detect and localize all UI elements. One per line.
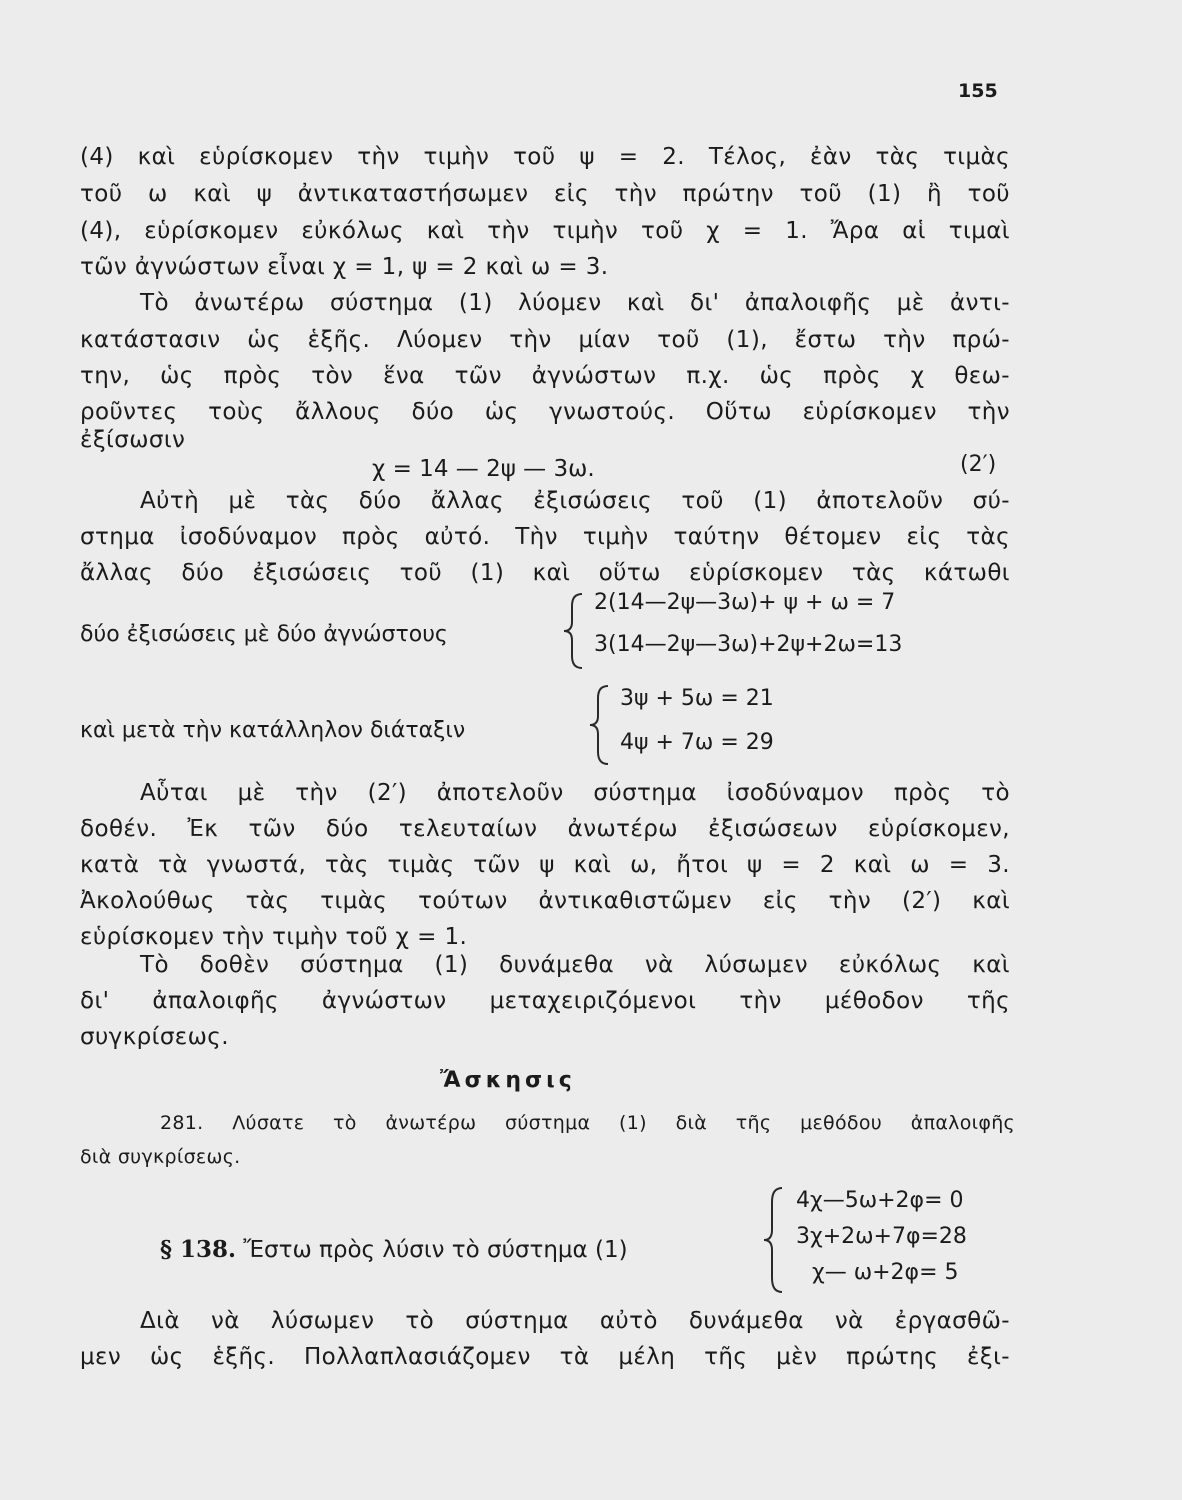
text-line: Τὸ ἀνωτέρω σύστημα (1) λύομεν καὶ δι' ἀπαλοιφῆς μὲ ἀντι- [140,290,1010,316]
system-label: καὶ μετὰ τὴν κατάλληλον διάταξιν [80,718,466,743]
text-line: Διὰ νὰ λύσωμεν τὸ σύστημα αὐτὸ δυνάμεθα νὰ ἐργασθῶ- [140,1308,1010,1334]
system-equation: χ— ω+2φ= 5 [812,1260,959,1285]
text-line: Ἀκολούθως τὰς τιμὰς τούτων ἀντικαθιστῶμεν εἰς τὴν (2′) καὶ [80,888,1010,914]
system-equation: 3ψ + 5ω = 21 [620,686,774,711]
section-number: § 138. [160,1236,237,1263]
left-brace-icon [560,592,590,670]
system-equation: 4χ—5ω+2φ= 0 [796,1188,964,1213]
text-line: τοῦ ω καὶ ψ ἀντικαταστήσωμεν εἰς τὴν πρώτην τοῦ (1) ἢ τοῦ [80,181,1010,207]
section-heading [160,1236,628,1263]
system-equation: 3(14—2ψ—3ω)+2ψ+2ω=13 [594,632,903,657]
text-line: εὑρίσκομεν τὴν τιμὴν τοῦ χ = 1. [80,924,468,950]
system-label: δύο ἐξισώσεις μὲ δύο ἀγνώστους [80,622,448,647]
text-line: κατὰ τὰ γνωστά, τὰς τιμὰς τῶν ψ καὶ ω, ἤτοι ψ = 2 καὶ ω = 3. [80,852,1010,878]
left-brace-icon [760,1186,790,1294]
text-line: Αὐτὴ μὲ τὰς δύο ἄλλας ἐξισώσεις τοῦ (1) ἀποτελοῦν σύ- [140,488,1010,514]
exercise-heading: Ἄσκησις [440,1068,576,1093]
text-line: (4), εὑρίσκομεν εὐκόλως καὶ τὴν τιμὴν τοῦ χ = 1. Ἄρα αἱ τιμαὶ [80,218,1010,244]
left-brace-icon [586,684,616,766]
text-line: την, ὡς πρὸς τὸν ἕνα τῶν ἀγνώστων π.χ. ὡς πρὸς χ θεω- [80,363,1010,389]
text-line: Τὸ δοθὲν σύστημα (1) δυνάμεθα νὰ λύσωμεν εὐκόλως καὶ [140,952,1010,978]
text-line: ροῦντες τοὺς ἄλλους δύο ὡς γνωστούς. Οὕτω εὑρίσκομεν τὴν [80,399,1010,425]
equation-number: (2′) [960,452,997,477]
text-line: συγκρίσεως. [80,1024,229,1050]
text-line: ἐξίσωσιν [80,427,186,453]
text-line: τῶν ἀγνώστων εἶναι χ = 1, ψ = 2 καὶ ω = 3. [80,254,609,280]
page-number: 155 [958,80,998,102]
system-equation: 2(14—2ψ—3ω)+ ψ + ω = 7 [594,590,896,615]
text-line: δοθέν. Ἐκ τῶν δύο τελευταίων ἀνωτέρω ἐξισώσεων εὑρίσκομεν, [80,816,1010,842]
text-line: δι' ἀπαλοιφῆς ἀγνώστων μεταχειριζόμενοι τὴν μέθοδον τῆς [80,988,1010,1014]
section-text: Ἔστω πρὸς λύσιν τὸ σύστημα (1) [243,1237,628,1263]
text-line: ἄλλας δύο ἐξισώσεις τοῦ (1) καὶ οὕτω εὑρίσκομεν τὰς κάτωθι [80,560,1010,586]
exercise-text: διὰ συγκρίσεως. [80,1146,241,1168]
exercise-text: 281. Λύσατε τὸ ἀνωτέρω σύστημα (1) διὰ τῆς μεθόδου ἀπαλοιφῆς [160,1112,1015,1134]
text-line: κατάστασιν ὡς ἑξῆς. Λύομεν τὴν μίαν τοῦ (1), ἔστω τὴν πρώ- [80,327,1010,353]
text-line: Αὗται μὲ τὴν (2′) ἀποτελοῦν σύστημα ἰσοδύναμον πρὸς τὸ [140,780,1010,806]
text-line: (4) καὶ εὑρίσκομεν τὴν τιμὴν τοῦ ψ = 2. Τέλος, ἐὰν τὰς τιμὰς [80,144,1010,170]
system-equation: 3χ+2ω+7φ=28 [796,1224,967,1249]
text-line: μεν ὡς ἑξῆς. Πολλαπλασιάζομεν τὰ μέλη τῆς μὲν πρώτης ἐξι- [80,1344,1010,1370]
system-equation: 4ψ + 7ω = 29 [620,730,774,755]
equation-2prime: χ = 14 — 2ψ — 3ω. [372,456,595,482]
text-line: στημα ἰσοδύναμον πρὸς αὐτό. Τὴν τιμὴν ταύτην θέτομεν εἰς τὰς [80,524,1010,550]
